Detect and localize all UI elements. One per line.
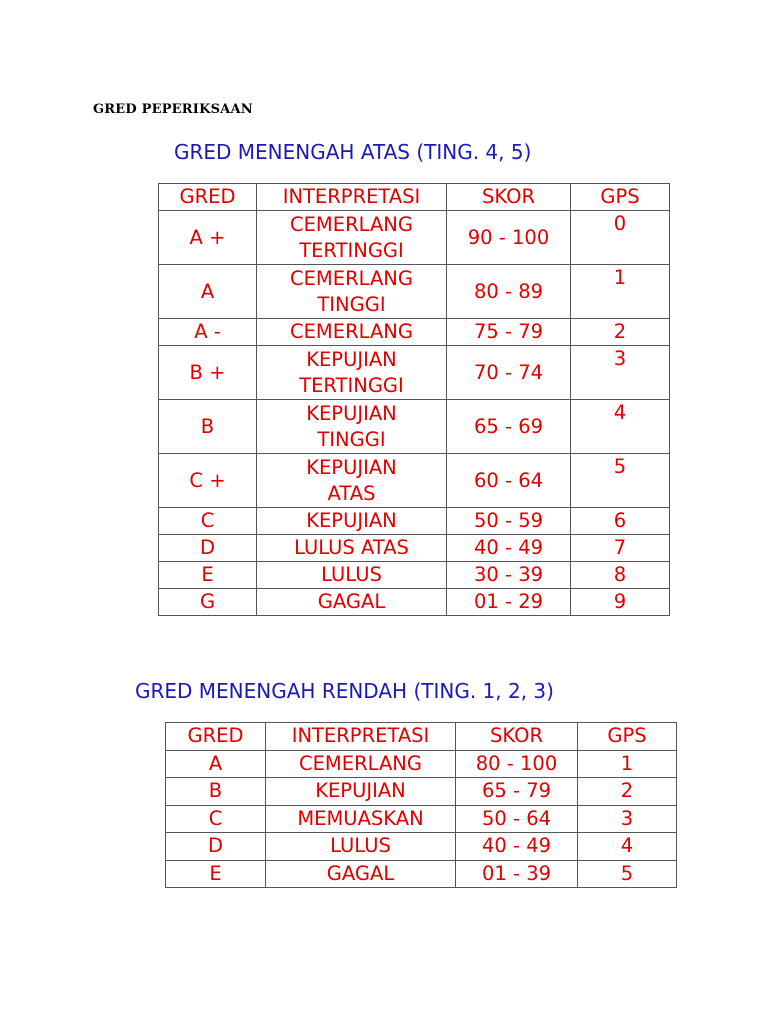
gps-cell: 4 [578, 833, 677, 861]
grade-cell: B + [159, 346, 257, 400]
interpretation-line: LULUS [321, 563, 382, 586]
table-row [159, 400, 670, 454]
score-cell: 80 - 89 [447, 265, 571, 319]
grade-cell: B [166, 778, 266, 806]
header-interpretasi: INTERPRETASI [257, 184, 447, 211]
gps-cell: 3 [571, 346, 670, 400]
gps-cell: 8 [571, 562, 670, 589]
grade-cell: E [166, 860, 266, 888]
interpretation-line: CEMERLANG [290, 212, 413, 236]
upper-secondary-title: GRED MENENGAH ATAS (TING. 4, 5) [174, 140, 532, 164]
table-row [159, 265, 670, 319]
table-row [159, 346, 670, 400]
table-row [159, 562, 670, 589]
interpretation-line: LULUS ATAS [294, 536, 409, 559]
interpretation-line: KEPUJIAN [306, 455, 397, 479]
grade-cell: A [159, 265, 257, 319]
interpretation-line: CEMERLANG [290, 266, 413, 290]
header-skor: SKOR [456, 723, 578, 751]
score-cell: 75 - 79 [447, 319, 571, 346]
document-heading: GRED PEPERIKSAAN [93, 102, 253, 117]
grade-cell: B [159, 400, 257, 454]
interpretation-cell [257, 346, 447, 400]
interpretation-cell [257, 454, 447, 508]
gps-cell: 2 [578, 778, 677, 806]
gps-cell: 1 [578, 750, 677, 778]
gps-cell: 4 [571, 400, 670, 454]
table-row [159, 508, 670, 535]
gps-cell: 9 [571, 589, 670, 616]
table-row [166, 833, 677, 861]
interpretation-cell [257, 562, 447, 589]
interpretation-cell [257, 535, 447, 562]
score-cell: 40 - 49 [456, 833, 578, 861]
interpretation-cell [266, 778, 456, 806]
interpretation-line: GAGAL [317, 590, 386, 613]
interpretation-cell [266, 750, 456, 778]
header-interpretasi: INTERPRETASI [266, 723, 456, 751]
table-row [159, 589, 670, 616]
gps-cell: 7 [571, 535, 670, 562]
upper-table-body [159, 211, 670, 616]
score-cell: 50 - 59 [447, 508, 571, 535]
table-row [166, 805, 677, 833]
interpretation-line: CEMERLANG [290, 320, 413, 343]
table-row [159, 319, 670, 346]
interpretation-cell [266, 860, 456, 888]
interpretation-line: KEPUJIAN [306, 347, 397, 371]
interpretation-line: ATAS [327, 481, 376, 505]
gps-cell: 1 [571, 265, 670, 319]
grade-cell: A + [159, 211, 257, 265]
interpretation-cell [257, 508, 447, 535]
interpretation-cell [257, 400, 447, 454]
grade-cell: D [159, 535, 257, 562]
header-gps: GPS [571, 184, 670, 211]
score-cell: 65 - 69 [447, 400, 571, 454]
grade-cell: A - [159, 319, 257, 346]
interpretation-line: CEMERLANG [299, 751, 422, 775]
header-gred: GRED [159, 184, 257, 211]
lower-secondary-grade-table [165, 722, 677, 888]
interpretation-cell [266, 805, 456, 833]
gps-cell: 3 [578, 805, 677, 833]
score-cell: 01 - 29 [447, 589, 571, 616]
grade-cell: A [166, 750, 266, 778]
score-cell: 60 - 64 [447, 454, 571, 508]
table-row [166, 750, 677, 778]
score-cell: 01 - 39 [456, 860, 578, 888]
interpretation-line: GAGAL [326, 861, 395, 885]
interpretation-line: KEPUJIAN [306, 509, 397, 532]
score-cell: 90 - 100 [447, 211, 571, 265]
table-row [159, 454, 670, 508]
lower-table-body [166, 750, 677, 888]
upper-secondary-grade-table [158, 183, 670, 616]
score-cell: 65 - 79 [456, 778, 578, 806]
gps-cell: 6 [571, 508, 670, 535]
gps-cell: 5 [578, 860, 677, 888]
interpretation-cell [257, 265, 447, 319]
header-gred: GRED [166, 723, 266, 751]
grade-cell: C [166, 805, 266, 833]
lower-secondary-title: GRED MENENGAH RENDAH (TING. 1, 2, 3) [135, 679, 554, 703]
grade-cell: D [166, 833, 266, 861]
table-row [159, 211, 670, 265]
score-cell: 40 - 49 [447, 535, 571, 562]
interpretation-line: KEPUJIAN [315, 779, 406, 803]
table-header-row [166, 723, 677, 751]
grade-cell: C + [159, 454, 257, 508]
grade-cell: E [159, 562, 257, 589]
gps-cell: 0 [571, 211, 670, 265]
interpretation-line: TERTINGGI [299, 373, 404, 397]
score-cell: 30 - 39 [447, 562, 571, 589]
header-skor: SKOR [447, 184, 571, 211]
interpretation-line: TINGGI [317, 427, 386, 451]
interpretation-line: LULUS [330, 834, 391, 858]
interpretation-line: KEPUJIAN [306, 401, 397, 425]
table-row [166, 860, 677, 888]
score-cell: 70 - 74 [447, 346, 571, 400]
interpretation-line: MEMUASKAN [297, 806, 424, 830]
gps-cell: 2 [571, 319, 670, 346]
grade-cell: G [159, 589, 257, 616]
score-cell: 50 - 64 [456, 805, 578, 833]
interpretation-cell [266, 833, 456, 861]
grade-cell: C [159, 508, 257, 535]
header-gps: GPS [578, 723, 677, 751]
interpretation-cell [257, 211, 447, 265]
gps-cell: 5 [571, 454, 670, 508]
table-row [159, 535, 670, 562]
table-row [166, 778, 677, 806]
interpretation-cell [257, 589, 447, 616]
interpretation-line: TERTINGGI [299, 238, 404, 262]
interpretation-cell [257, 319, 447, 346]
score-cell: 80 - 100 [456, 750, 578, 778]
interpretation-line: TINGGI [317, 292, 386, 316]
table-header-row [159, 184, 670, 211]
